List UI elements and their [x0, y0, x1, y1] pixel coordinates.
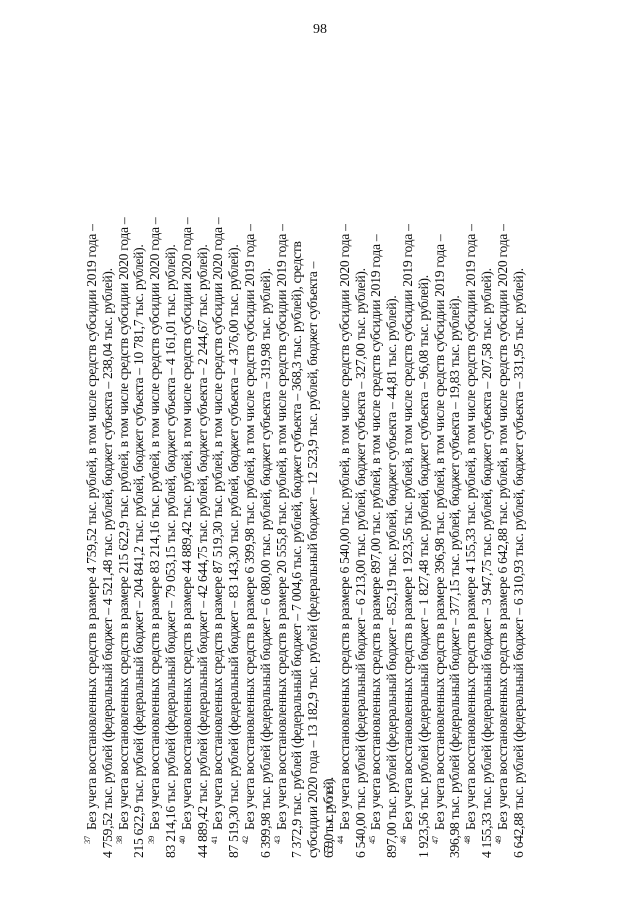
footnote-line	[463, 58, 479, 858]
footnote-line	[495, 58, 511, 858]
footnote-text: 897,00 тыс. рублей (федеральный бюджет – 852,19 тыс. рублей, бюджет субъекта – 44,81 тыс. рублей).	[384, 295, 400, 858]
footnote	[116, 58, 148, 858]
footnote-line	[226, 58, 242, 858]
footnote-text: 6 399,98 тыс. рублей (федеральный бюджет – 6 080,00 тыс. рублей, бюджет субъекта – 319,98 тыс. рублей).	[257, 268, 273, 858]
footnote-line	[258, 58, 274, 858]
footnote	[210, 58, 242, 858]
footnote-line	[305, 58, 321, 858]
footnote-line	[432, 58, 448, 858]
footnote-text: 215 622,9 тыс. рублей (федеральный бюджет – 204 841,2 тыс. рублей, бюджет субъекта – 10 781,7 тыс. рублей).	[131, 244, 147, 858]
footnote-text: субсидии 2020 года – 13 182,9 тыс. рублей (федеральный бюджет – 12 523,9 тыс. рублей, бюджет субъекта –	[305, 261, 321, 858]
footnote-text: 4 155,33 тыс. рублей (федеральный бюджет – 3 947,75 тыс. рублей, бюджет субъекта – 207,58 тыс. рублей).	[478, 268, 494, 858]
footnote-line	[195, 58, 211, 858]
footnote-line	[384, 58, 400, 858]
footnote-line	[116, 58, 132, 858]
footnote-text: 83 214,16 тыс. рублей (федеральный бюджет – 79 053,15 тыс. рублей, бюджет субъекта – 4 161,01 тыс. рублей).	[162, 244, 178, 858]
footnote-line	[131, 58, 147, 858]
footnote	[274, 58, 337, 858]
footnote-line	[368, 58, 384, 858]
footnote-text: 659,0 тыс. рублей).	[320, 778, 336, 858]
footnote-text: Без учета восстановленных средств в размере 20 555,8 тыс. рублей, в том числе средств субсидии 2019 года –	[273, 224, 289, 831]
footnote-number: 39	[145, 836, 156, 844]
footnote	[463, 58, 495, 858]
footnote-text: 87 519,30 тыс. рублей (федеральный бюджет – 83 143,30 тыс. рублей, бюджет субъекта – 4 376,00 тыс. рублей).	[226, 244, 242, 858]
footnote-line	[210, 58, 226, 858]
footnote-line	[274, 58, 290, 858]
footnote-text: Без учета восстановленных средств в размере 396,98 тыс. рублей, в том числе средств субсидии 2019 года –	[431, 234, 447, 831]
page-number: 98	[313, 22, 327, 37]
footnote-number: 37	[82, 836, 93, 844]
footnote	[432, 58, 464, 858]
footnote-text: 1 923,56 тыс. рублей (федеральный бюджет – 1 827,48 тыс. рублей, бюджет субъекта – 96,08 тыс. рублей).	[415, 275, 431, 858]
footnote-text: 4 759,52 тыс. рублей (федеральный бюджет – 4 521,48 тыс. рублей, бюджет субъекта – 238,04 тыс. рублей).	[99, 268, 115, 858]
footnote-line	[147, 58, 163, 858]
footnote-text: Без учета восстановленных средств в размере 1 923,56 тыс. рублей, в том числе средств субсидии 2019 года –	[399, 224, 415, 831]
footnote-line	[353, 58, 369, 858]
footnote-text: 396,98 тыс. рублей (федеральный бюджет – 377,15 тыс. рублей, бюджет субъекта – 19,83 тыс. рублей).	[447, 295, 463, 858]
footnote-text: 44 889,42 тыс. рублей (федеральный бюджет – 42 644,75 тыс. рублей, бюджет субъекта – 2 244,67 тыс. рублей).	[194, 244, 210, 858]
footnote-line	[179, 58, 195, 858]
footnote-text: Без учета восстановленных средств в размере 44 889,42 тыс. рублей, в том числе средств субсидии 2020 года –	[178, 217, 194, 831]
footnote	[242, 58, 274, 858]
footnote	[337, 58, 369, 858]
footnote	[495, 58, 527, 858]
footnote	[147, 58, 179, 858]
footnote-text: Без учета восстановленных средств в размере 4 759,52 тыс. рублей, в том числе средств субсидии 2019 года –	[84, 224, 99, 831]
footnote-text: 6 642,88 тыс. рублей (федеральный бюджет – 6 310,93 тыс. рублей, бюджет субъекта – 331,95 тыс. рублей).	[510, 268, 526, 858]
footnote-line	[337, 58, 353, 858]
footnote-text: Без учета восстановленных средств в размере 6 642,88 тыс. рублей, в том числе средств субсидии 2020 года –	[494, 224, 510, 831]
footnote-number: 45	[366, 836, 377, 844]
footnote-number: 49	[493, 836, 504, 844]
footnote	[400, 58, 432, 858]
footnote	[179, 58, 211, 858]
footnote-number: 38	[114, 836, 125, 844]
footnote-text: Без учета восстановленных средств в размере 6 399,98 тыс. рублей, в том числе средств субсидии 2019 года –	[241, 224, 257, 831]
footnote-number: 40	[177, 836, 188, 844]
footnote-number: 48	[461, 836, 472, 844]
footnote-text: Без учета восстановленных средств в размере 897,00 тыс. рублей, в том числе средств субсидии 2019 года –	[368, 234, 384, 831]
footnote-number: 42	[240, 836, 251, 844]
footnote-number: 46	[398, 836, 409, 844]
footnote-number: 41	[208, 836, 219, 844]
footnote-line	[163, 58, 179, 858]
footnote-line	[511, 58, 527, 858]
footnote-text: Без учета восстановленных средств в размере 4 155,33 тыс. рублей, в том числе средств субсидии 2019 года –	[463, 224, 479, 831]
footnote-line	[447, 58, 463, 858]
footnote-line	[242, 58, 258, 858]
footnote-number: 47	[430, 836, 440, 844]
footnote-number: 43	[272, 836, 283, 844]
footnote-text: 6 540,00 тыс. рублей (федеральный бюджет – 6 213,00 тыс. рублей, бюджет субъекта – 327,00 тыс. рублей).	[352, 268, 368, 858]
footnote-text: Без учета восстановленных средств в размере 215 622,9 тыс. рублей, в том числе средств субсидии 2020 года –	[115, 217, 131, 831]
footnote-text: Без учета восстановленных средств в размере 83 214,16 тыс. рублей, в том числе средств субсидии 2020 года –	[147, 217, 163, 831]
footnote-number: 44	[335, 836, 346, 844]
footnote-line	[321, 58, 337, 858]
footnote-line	[479, 58, 495, 858]
footnote-text: Без учета восстановленных средств в размере 6 540,00 тыс. рублей, в том числе средств субсидии 2020 года –	[336, 224, 352, 831]
footnote-line	[416, 58, 432, 858]
footnote-line	[84, 58, 100, 858]
footnotes-block	[84, 58, 584, 858]
footnote-text: 7 372,9 тыс. рублей (федеральный бюджет – 7 004,6 тыс. рублей, бюджет субъекта – 368,3 тыс. рублей), средств	[289, 241, 305, 858]
footnote-line	[400, 58, 416, 858]
footnote-line	[100, 58, 116, 858]
footnote	[84, 58, 116, 858]
footnote-text: Без учета восстановленных средств в размере 87 519,30 тыс. рублей, в том числе средств субсидии 2020 года –	[210, 217, 226, 831]
footnote-line	[289, 58, 305, 858]
footnote	[368, 58, 400, 858]
